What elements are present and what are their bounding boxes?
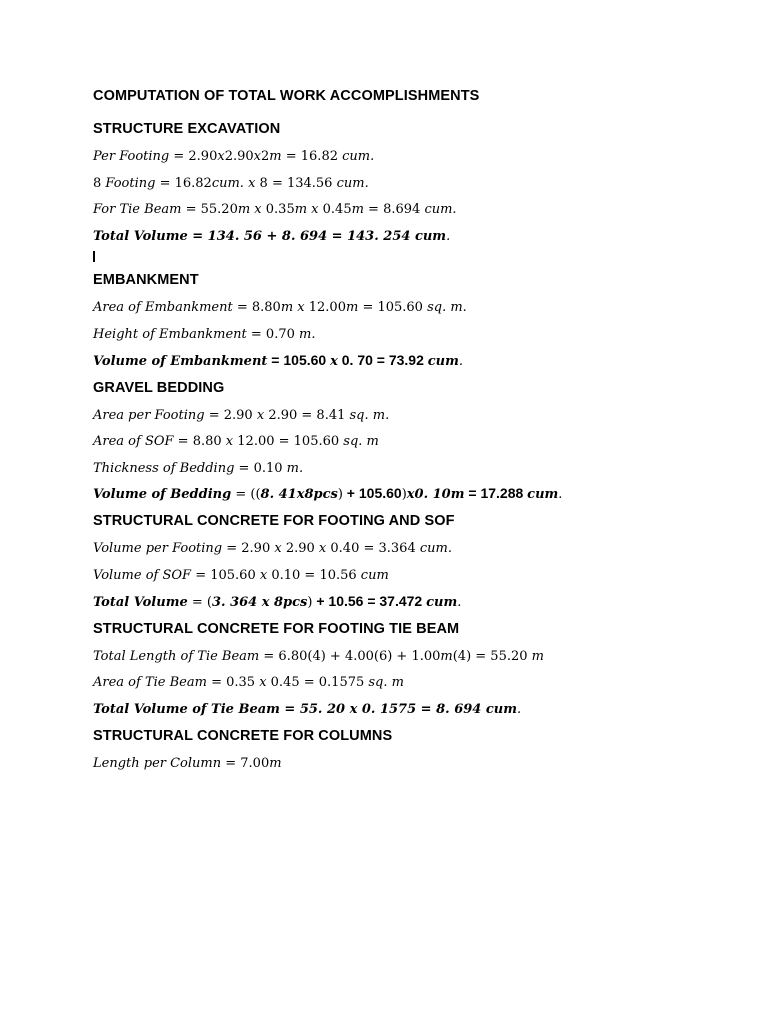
formula-line [93,564,733,584]
formula-segment: + 105.60 [342,485,402,502]
section-heading: STRUCTURAL CONCRETE FOR FOOTING AND SOF [93,513,455,530]
formula-segment: x [225,434,234,450]
formula-segment: = 105.60 [358,300,428,316]
formula-segment: Height of Embankment [93,326,247,342]
formula-segment: Volume of Bedding [93,487,232,503]
formula-segment: Total Volume of Tie Beam [93,701,280,717]
formula-segment: = 55.20 [181,202,238,218]
section-heading: STRUCTURAL CONCRETE FOR FOOTING TIE BEAM [93,620,460,637]
formula-segment: m. [299,326,316,342]
formula-line [93,698,733,718]
formula-segment: 12.00 = 105.60 [233,434,344,450]
formula-segment: 8. 41x8pcs [260,487,338,503]
formula-segment: x [253,149,261,164]
formula-segment: m x [237,202,262,218]
formula-segment: 8 = 134.56 [255,175,337,191]
formula-segment: m [351,202,364,218]
formula-segment: cum [414,228,447,244]
formula-segment: 8 [93,175,106,191]
formula-segment: 12.00 [304,300,346,316]
formula-segment: 0.35 [261,202,295,218]
formula-segment: m [269,755,282,771]
formula-segment: = 6.80(4) + 4.00(6) + 1.00 [259,648,441,664]
formula-segment: = (( [231,487,261,503]
formula-segment: ) [337,487,343,503]
formula-segment: 2.90 = 8.41 [264,407,350,423]
formula-segment: = 17.288 [464,485,528,502]
formula-segment: x [318,541,327,557]
formula-segment: . [558,487,563,503]
formula-segment: = 105.60 [195,567,260,583]
formula-segment: = ( [187,594,212,610]
formula-line [93,537,733,557]
formula-segment: x [274,541,282,557]
formula-segment: = 55. 20 x 0. 1575 = 8. 694 [279,701,486,717]
formula-segment: cum. [336,175,369,191]
formula-segment: 0.45 [318,202,352,218]
formula-line [93,645,733,665]
formula-segment: Footing [105,175,156,191]
section [93,619,733,718]
formula-line [93,404,733,424]
formula-line [93,172,733,192]
formula-segment: m x [294,202,319,218]
formula-segment: 2.90 [188,149,218,164]
formula-segment: x [259,567,268,583]
formula-segment: Total Volume [93,228,188,244]
formula-line [93,591,733,611]
formula-line [93,350,733,370]
formula-segment: m [531,648,544,664]
formula-segment: Area of Embankment [93,300,233,316]
formula-segment: = 134. 56 + 8. 694 = 143. 254 [187,228,415,244]
formula-segment: sq. m [343,434,379,450]
formula-segment: Volume of SOF [93,567,196,583]
sections-container [93,119,733,772]
formula-segment: = 0.70 [246,326,300,342]
formula-segment: = 2.90 [222,541,275,557]
formula-segment: sq. m. [349,407,390,423]
formula-segment: 0. 70 = 73.92 [337,351,428,368]
formula-segment: x0. 10m [406,487,465,503]
formula-segment: . [458,353,464,369]
formula-segment: . [446,228,451,244]
formula-segment: = 7.00 [221,755,270,771]
formula-segment: = 2.90 [204,407,257,423]
formula-segment: = 16.82 [281,149,343,164]
section-heading: STRUCTURAL CONCRETE FOR COLUMNS [93,727,393,744]
formula-segment: = 0.35 [206,675,260,691]
formula-segment: m. [286,460,304,476]
formula-segment: Length per Column [93,755,222,771]
formula-segment: cum. [424,202,457,218]
formula-segment: 0.40 = 3.364 [326,541,420,557]
text-cursor [93,251,95,262]
formula-segment: cum [427,353,459,369]
formula-line [93,671,733,691]
section-heading: EMBANKMENT [93,272,199,289]
formula-segment: = 8.694 [363,202,425,218]
section-heading: STRUCTURE EXCAVATION [93,121,281,137]
formula-line [93,198,733,218]
formula-segment: m [269,149,282,164]
formula-segment: 0.10 = 10.56 [267,567,361,583]
formula-line [93,430,733,450]
document-title: COMPUTATION OF TOTAL WORK ACCOMPLISHMENTS [93,88,480,104]
formula-segment: 2 [261,149,270,164]
formula-segment: cum. x [211,175,256,191]
formula-segment: 3. 364 x 8pcs [211,594,308,610]
formula-line [93,145,733,165]
formula-segment: x [256,407,265,423]
formula-segment: Area of Tie Beam [93,675,207,691]
formula-segment: = 16.82 [155,175,212,191]
formula-segment: 2.90 [281,541,319,557]
formula-segment: = 8.80 [173,434,226,450]
formula-line [93,323,733,343]
section-heading: GRAVEL BEDDING [93,379,225,396]
formula-segment: ) [401,487,407,503]
formula-line [93,296,733,316]
formula-line [93,225,733,245]
section [93,511,733,610]
formula-segment: x [330,353,338,369]
formula-segment: = 105.60 [267,351,331,368]
formula-line [93,752,733,772]
formula-segment: = [173,149,189,164]
formula-segment: m [440,648,453,664]
formula-segment: Area per Footing [93,407,205,423]
formula-line [93,457,733,477]
formula-segment: cum. [342,149,375,164]
formula-segment: cum [527,487,559,503]
formula-segment: 2.90 [224,149,254,164]
section [93,378,733,504]
formula-segment: sq. m [368,675,404,691]
formula-segment: m [345,300,359,316]
document-page [93,86,733,778]
formula-segment: Per Footing [93,149,174,164]
formula-segment: (4) = 55.20 [452,648,532,664]
formula-segment: x [217,149,225,164]
formula-segment: cum. [419,541,452,557]
formula-segment: Volume of Embankment [93,353,268,369]
formula-segment: . [457,594,462,610]
formula-segment: ) [307,594,313,610]
formula-segment: sq. m. [427,300,467,316]
formula-segment: Volume per Footing [93,541,223,557]
formula-segment: Area of SOF [93,434,174,450]
formula-segment: = 0.10 [234,460,287,476]
formula-segment: For Tie Beam [93,202,182,218]
formula-segment: . [516,701,522,717]
formula-segment: = 8.80 [232,300,281,316]
formula-segment: m x [280,300,305,316]
section [93,251,733,369]
formula-segment: x [259,675,267,691]
formula-segment: cum [426,594,458,610]
formula-segment: cum [485,701,517,717]
section [93,119,733,245]
formula-segment: Thickness of Bedding [93,460,235,476]
formula-segment: Total Length of Tie Beam [93,648,260,664]
formula-segment: cum [360,567,389,583]
section [93,726,733,772]
formula-segment: Total Volume [93,594,188,610]
formula-segment: + 10.56 = 37.472 [312,592,427,609]
formula-segment: 0.45 = 0.1575 [266,675,369,691]
formula-line [93,483,733,503]
